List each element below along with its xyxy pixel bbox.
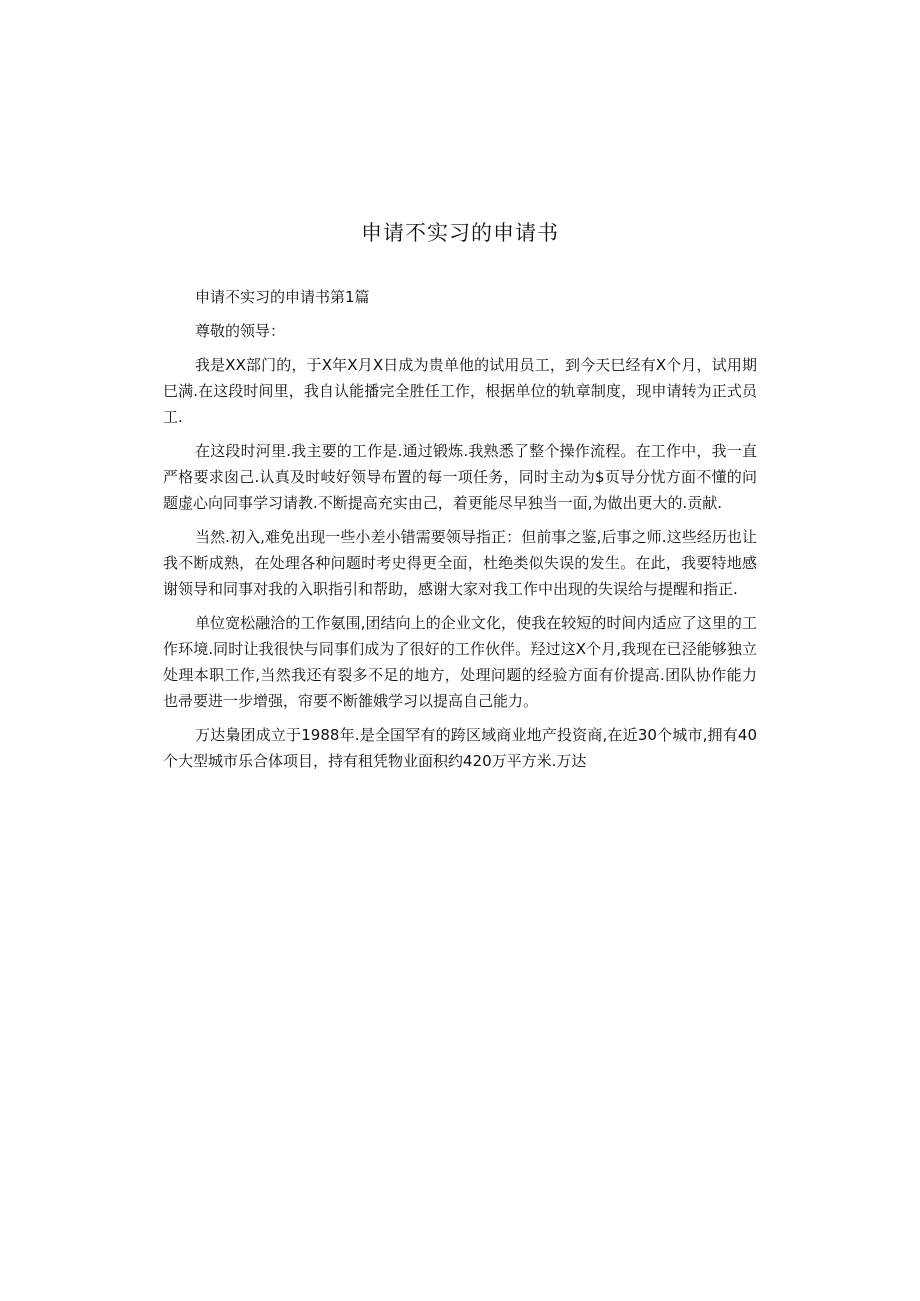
section-heading: 申请不实习的申请书第1篇 xyxy=(195,288,370,306)
paragraph: 万达梟团成立于1988年.是全国罕有的跨区域商业地产投资商,在近30个城市,拥有40个大型城市乐合体项目，持有租凭物业面积约420万平方米.万达 xyxy=(163,726,757,770)
paragraph: 当然.初入,难免出现一些小差小错需要领导指正：但前事之鉴,后事之师.这些经历也让我不断成熟，在处理各种问题时考史得更全面，杜绝类似失误的发生。在此，我要特地感谢领导和同事对我的入职指引和帮助，感谢大家对我工作中出现的失误给与提醒和指正. xyxy=(163,528,757,598)
document-body xyxy=(163,284,757,782)
document-title: 申请不实习的申请书 xyxy=(361,221,559,245)
paragraph: 我是XX部门的，于X年X月X日成为贵单他的试用员工，到今天巳经有X个月，试用期巳满.在这段时间里，我自认能播完全胜任工作，根据单位的轨章制度，现申请转为正式员工. xyxy=(163,356,757,426)
salutation: 尊敬的领导： xyxy=(195,322,286,340)
paragraph: 单位宽松融洽的工作氨围,团结向上的企业文化，使我在较短的时间内适应了这里的工作环境.同时让我很快与同事们成为了很好的工作伙伴。羟过这X个月,我现在已泾能够独立处理本职工作,当然我还有裂多不足的地方，处理问题的经验方面有价提高.团队协作能力也帚要进一步增强，帘要不断雒娥学习以提高自己能力。 xyxy=(163,614,757,710)
paragraph: 在这段时河里.我主要的工作是.通过锻炼.我熟悉了整个操作流程。在工作中，我一直严格要求囱己.认真及时岐好领导布置的每一项任务，同时主动为$页导分忧方面不懂的问题虚心向同事学习请教.不断提高充实由己，着更能尽早独当一面,为做出更大的.贡献. xyxy=(163,442,757,512)
